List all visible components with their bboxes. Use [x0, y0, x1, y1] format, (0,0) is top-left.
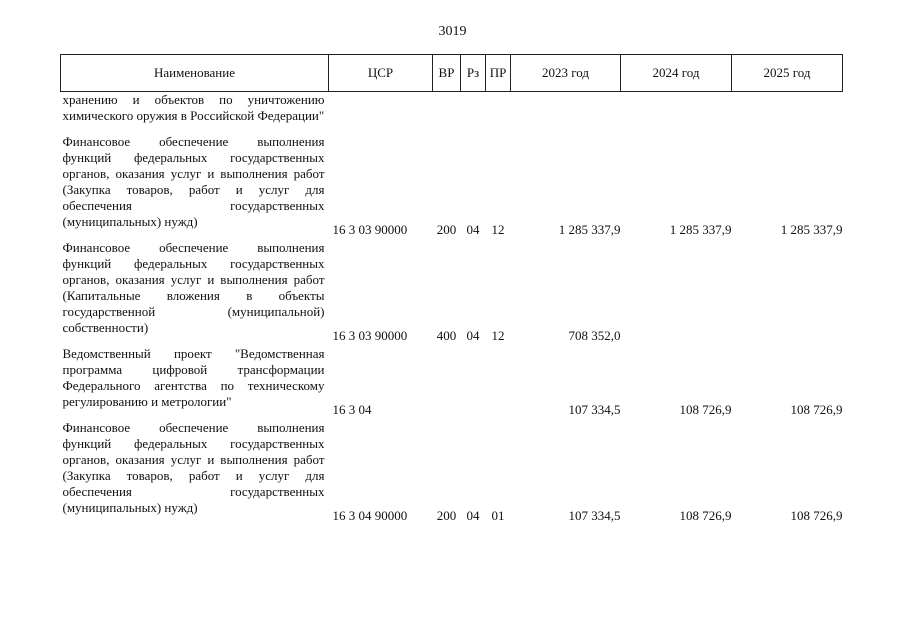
column-header-csr: ЦСР [329, 55, 433, 92]
row-vr: 200 [436, 508, 457, 523]
row-2023: 107 334,5 [568, 402, 621, 417]
row-csr: 16 3 04 [332, 402, 372, 417]
row-vr [433, 344, 461, 418]
row-2025 [732, 238, 843, 344]
row-2025 [732, 92, 843, 133]
row-rz: 04 [466, 222, 480, 237]
row-pr: 01 [491, 508, 505, 523]
row-name: Финансовое обеспечение выполнения функций федеральных государственных органов, оказания услуг и выполнения работ (Капитальные вложения в объекты государственной (муниципальной) собственности) [62, 240, 325, 335]
row-csr: 16 3 03 90000 [332, 328, 408, 343]
row-2023: 107 334,5 [568, 508, 621, 523]
column-header-name: Наименование [61, 55, 329, 92]
table-row [61, 92, 843, 133]
row-rz: 04 [466, 508, 480, 523]
row-2025: 1 285 337,9 [780, 222, 843, 237]
column-header-2025: 2025 год [732, 55, 843, 92]
row-vr [433, 92, 461, 133]
table-row [61, 238, 843, 344]
table-header-row [61, 55, 843, 92]
row-name: Ведомственный проект "Ведомственная программа цифровой трансформации Федерального агентства по техническому регулированию и метрологии" [62, 346, 325, 409]
row-rz [461, 344, 486, 418]
row-2024: 108 726,9 [679, 402, 732, 417]
row-pr: 12 [491, 328, 505, 343]
row-csr [329, 92, 433, 133]
page-number: 3019 [438, 24, 467, 39]
row-csr: 16 3 03 90000 [332, 222, 408, 237]
row-2023: 708 352,0 [568, 328, 621, 343]
row-vr: 200 [436, 222, 457, 237]
row-name: Финансовое обеспечение выполнения функций федеральных государственных органов, оказания услуг и выполнения работ (Закупка товаров, работ и услуг для обеспечения государственных (муниципальных) нужд) [62, 420, 325, 515]
table-row [61, 344, 843, 418]
table-row [61, 132, 843, 238]
row-name: хранению и объектов по уничтожению химического оружия в Российской Федерации" [62, 92, 325, 123]
row-rz: 04 [466, 328, 480, 343]
row-2025: 108 726,9 [790, 402, 843, 417]
row-csr: 16 3 04 90000 [332, 508, 408, 523]
row-2024: 1 285 337,9 [669, 222, 732, 237]
row-pr [486, 92, 511, 133]
row-2023 [511, 92, 621, 133]
row-vr: 400 [436, 328, 457, 343]
column-header-vr: ВР [433, 55, 461, 92]
row-2024 [621, 238, 732, 344]
row-2025: 108 726,9 [790, 508, 843, 523]
table-row [61, 418, 843, 524]
row-2024: 108 726,9 [679, 508, 732, 523]
row-rz [461, 92, 486, 133]
column-header-pr: ПР [486, 55, 511, 92]
row-2024 [621, 92, 732, 133]
column-header-rz: Рз [461, 55, 486, 92]
column-header-2023: 2023 год [511, 55, 621, 92]
row-name: Финансовое обеспечение выполнения функций федеральных государственных органов, оказания услуг и выполнения работ (Закупка товаров, работ и услуг для обеспечения государственных (муниципальных) нужд) [62, 134, 325, 229]
row-2023: 1 285 337,9 [558, 222, 621, 237]
budget-table [60, 54, 843, 524]
column-header-2024: 2024 год [621, 55, 732, 92]
row-pr: 12 [491, 222, 505, 237]
row-pr [486, 344, 511, 418]
